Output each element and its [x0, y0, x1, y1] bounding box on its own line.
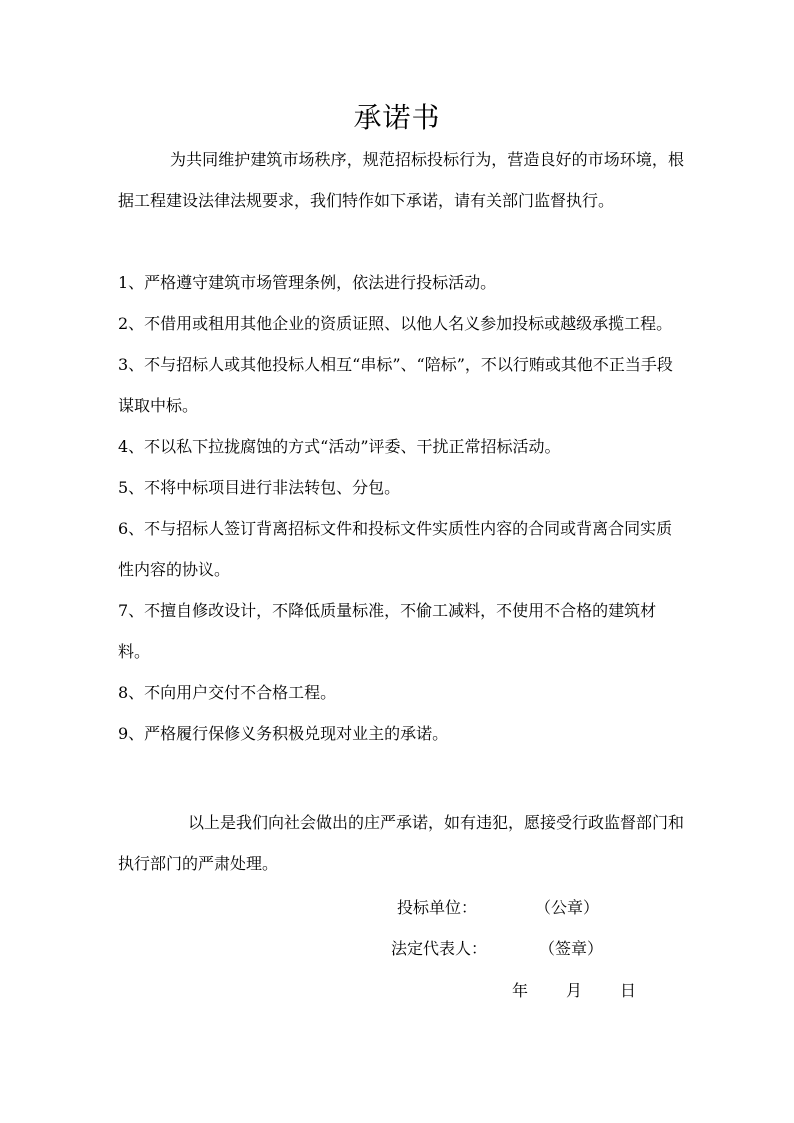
intro-paragraph: 为共同维护建筑市场秩序，规范招标投标行为，营造良好的市场环境，根据工程建设法律法规要求，我们特作如下承诺，请有关部门监督执行。	[118, 150, 684, 210]
commitment-list	[118, 262, 684, 754]
representative-signature-line	[391, 937, 603, 961]
date-line	[512, 979, 636, 1003]
commitment-item-4: 4、不以私下拉拢腐蚀的方式“活动”评委、干扰正常招标活动。	[118, 437, 561, 456]
date-year: 年	[512, 981, 529, 1000]
commitment-item-2: 2、不借用或租用其他企业的资质证照、以他人名义参加投标或越级承揽工程。	[118, 314, 673, 333]
closing-paragraph: 以上是我们向社会做出的庄严承诺，如有违犯，愿接受行政监督部门和执行部门的严肃处理。	[118, 813, 685, 873]
commitment-item-7: 7、不擅自修改设计，不降低质量标准，不偷工减料，不使用不合格的建筑材料。	[118, 601, 657, 661]
commitment-item-8: 8、不向用户交付不合格工程。	[118, 683, 337, 702]
rep-seal-placeholder: （签章）	[539, 939, 604, 958]
date-month: 月	[566, 981, 583, 1000]
commitment-item-3: 3、不与招标人或其他投标人相互“串标”、“陪标”，不以行贿或其他不正当手段谋取中标。	[118, 355, 673, 415]
bidder-unit-label: 投标单位：	[397, 898, 478, 917]
document-title: 承诺书	[353, 101, 441, 134]
commitment-item-9: 9、严格履行保修义务积极兑现对业主的承诺。	[118, 724, 449, 743]
bidder-signature-line	[397, 896, 599, 920]
commitment-item-6: 6、不与招标人签订背离招标文件和投标文件实质性内容的合同或背离合同实质性内容的协议。	[118, 519, 673, 579]
bidder-seal-placeholder: （公章）	[535, 898, 600, 917]
commitment-item-5: 5、不将中标项目进行非法转包、分包。	[118, 478, 401, 497]
date-day: 日	[620, 981, 637, 1000]
legal-rep-label: 法定代表人：	[391, 939, 488, 958]
commitment-item-1: 1、严格遵守建筑市场管理条例，依法进行投标活动。	[118, 273, 497, 292]
